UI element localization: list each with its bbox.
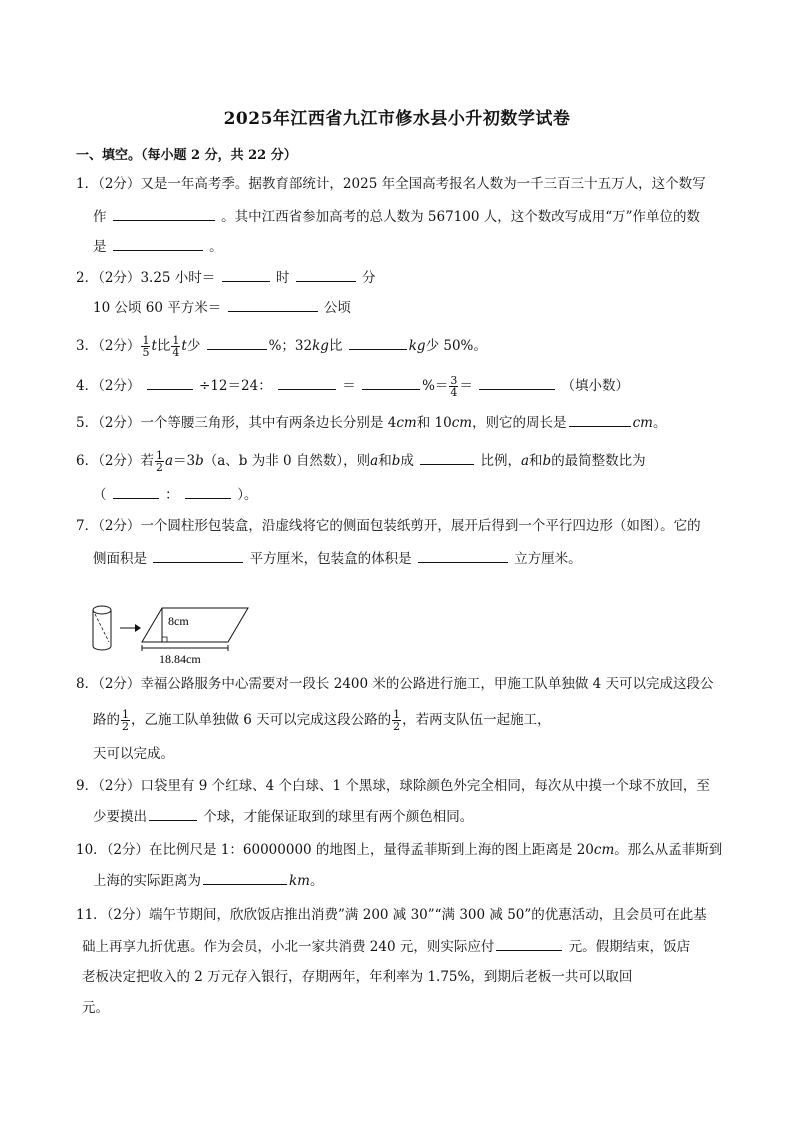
question-text: 立方厘米。 (514, 551, 582, 567)
page-title: 2025年江西省九江市修水县小升初数学试卷 (223, 109, 571, 129)
question-number: 8． (76, 676, 99, 692)
question-11-line-1 (76, 905, 707, 925)
question-text: 。那么从孟菲斯到 (614, 842, 723, 858)
cylinder-parallelogram-figure (90, 602, 290, 670)
question-11-line-3 (82, 967, 632, 987)
answer-blank[interactable] (418, 548, 508, 563)
answer-blank[interactable] (203, 870, 287, 885)
question-text: ）。 (237, 487, 258, 503)
question-4-line-1 (76, 375, 629, 398)
question-text: 幸福公路服务中心需要对一段长 2400 米的公路进行施工，甲施工队单独做 4 天可以完成这段公 (140, 676, 714, 692)
question-text: 老板决定把收入的 2 万元存入银行，存期两年，年利率为 1.75%，到期后老板一共可以取回 (82, 969, 633, 985)
fraction: $\frac{1}{2}$ (122, 708, 129, 733)
unit: km (289, 873, 310, 889)
question-text: ＝ (459, 378, 473, 394)
question-text: ，乙施工队单独做 6 天可以完成这段公路的 (131, 712, 392, 728)
question-1-line-2 (93, 206, 700, 227)
question-number: 3． (76, 338, 99, 354)
question-text: %＝ (422, 378, 449, 394)
answer-blank[interactable] (569, 412, 631, 427)
question-text: 少 50%。 (425, 338, 487, 354)
question-text: 分 (361, 270, 376, 286)
unit: cm (396, 415, 417, 431)
variable: b (195, 453, 204, 469)
question-8-line-1 (76, 674, 714, 694)
question-2-line-2 (93, 297, 351, 318)
question-text: 上海的实际距离为 (93, 873, 201, 889)
fraction: $\frac{3}{4}$ (450, 374, 458, 399)
section-heading: 一、填空。（每小题 2 分，共 22 分） (76, 148, 297, 163)
question-number: 11． (76, 907, 107, 923)
unit: cm (593, 842, 615, 858)
question-text: 。 (309, 873, 324, 889)
variable: a (370, 453, 379, 469)
question-text: 和 (529, 453, 543, 469)
question-text: （填小数） (561, 378, 630, 394)
question-7-line-2 (93, 548, 582, 569)
answer-blank[interactable] (420, 450, 474, 465)
question-number: 2． (76, 270, 99, 286)
unit: cm (632, 415, 653, 431)
question-text: 。 (209, 239, 223, 255)
question-points: （2分） (98, 453, 141, 469)
question-text: 天可以完成。 (93, 746, 174, 762)
question-points: （2分） (98, 778, 141, 794)
question-text: 又是一年高考季。据教育部统计，2025 年全国高考报名人数为一千三百三十五万人，这个数写 (140, 176, 706, 192)
question-text: （a、b 为非 0 自然数），则 (203, 453, 371, 469)
answer-blank[interactable] (113, 206, 215, 221)
question-text: ： (165, 487, 179, 503)
question-text: ，若两支队伍一起施工， (402, 712, 551, 728)
question-text: 比 (156, 338, 171, 354)
question-text: ＝3 (173, 453, 196, 469)
variable: a (520, 453, 530, 469)
question-text: 一个圆柱形包装盒，沿虚线将它的侧面包装纸剪开，展开后得到一个平行四边形（如图）。它的 (140, 518, 701, 534)
question-text: ，则它的周长是 (472, 415, 567, 431)
question-5-line-1 (76, 412, 666, 433)
height-label: 8cm (168, 614, 189, 628)
question-11-line-4 (82, 998, 109, 1018)
question-6-line-1 (76, 450, 646, 473)
question-8-line-3 (93, 744, 174, 764)
fraction: $\frac{1}{5}$ (142, 334, 150, 359)
question-text: 元。 (82, 1000, 109, 1016)
variable: b (391, 453, 401, 469)
question-text: 若 (140, 453, 154, 469)
question-text: 比例， (480, 453, 521, 469)
question-1-line-1 (76, 174, 706, 194)
parallelogram (142, 608, 248, 642)
answer-blank[interactable] (222, 267, 270, 282)
question-text: （ (93, 487, 107, 503)
question-text: 。其中江西省参加高考的总人数为 567100 人，这个数改写成用“万”作单位的数 (221, 209, 701, 225)
question-text: 作 (93, 209, 107, 225)
question-number: 7． (76, 518, 99, 534)
question-text: 侧面积是 (93, 551, 147, 567)
answer-blank[interactable] (113, 236, 203, 251)
question-text: ＝ (342, 378, 356, 394)
question-points: （2分） (98, 176, 141, 192)
answer-blank[interactable] (228, 297, 318, 312)
question-text: 和 (378, 453, 392, 469)
question-points: （2分） (98, 518, 141, 534)
question-text: 一个等腰三角形，其中有两条边长分别是 4 (140, 415, 397, 431)
question-points: （2分） (98, 270, 141, 286)
question-number: 10． (76, 842, 107, 858)
question-points: （2分） (98, 378, 141, 394)
answer-blank[interactable] (296, 267, 356, 282)
question-3-line-1 (76, 335, 487, 358)
unit: cm (451, 415, 473, 431)
figure-svg (90, 602, 290, 666)
question-text: 础上再享九折优惠。作为会员，小北一家共消费 240 元，则实际应付 (82, 939, 495, 955)
unit: kg (408, 338, 426, 354)
question-10-line-2 (93, 870, 323, 891)
variable: a (164, 453, 173, 469)
cut-line (95, 614, 109, 642)
question-text: 比 (328, 338, 343, 354)
question-1-line-3 (93, 236, 223, 257)
question-text: 在比例尺是 1：60000000 的地图上，量得孟菲斯到上海的图上距离是 20 (149, 842, 594, 858)
question-text: %；32 (268, 338, 313, 354)
unit: t (181, 338, 187, 354)
question-text: 公顷 (323, 300, 351, 316)
question-number: 6． (76, 453, 99, 469)
question-number: 5． (76, 415, 99, 431)
cylinder-top (93, 606, 111, 614)
answer-blank[interactable] (362, 375, 420, 390)
question-text: 和 10 (416, 415, 452, 431)
question-text: 少要摸出 (93, 809, 147, 825)
question-9-line-2 (93, 806, 473, 827)
question-points: （2分） (98, 338, 141, 354)
question-text: 少 (186, 338, 201, 354)
answer-blank[interactable] (349, 335, 407, 350)
question-points: （2分） (106, 842, 150, 858)
question-text: ÷12＝24： (199, 378, 272, 394)
fraction: $\frac{1}{2}$ (393, 708, 401, 733)
question-number: 1． (76, 176, 99, 192)
question-text: 路的 (93, 712, 120, 728)
answer-blank[interactable] (147, 375, 193, 390)
question-text: 的最简整数比为 (551, 453, 646, 469)
answer-blank[interactable] (185, 484, 231, 499)
fraction: $\frac{1}{4}$ (172, 334, 180, 359)
answer-blank[interactable] (207, 335, 267, 350)
question-text: 平方厘米，包装盒的体积是 (249, 551, 412, 567)
question-number: 4． (76, 378, 99, 394)
question-text: 。 (652, 415, 667, 431)
question-text: 是 (93, 239, 107, 255)
question-text: 口袋里有 9 个红球、4 个白球、1 个黑球，球除颜色外完全相同，每次从中摸一个球不放回，至 (140, 778, 710, 794)
unit: kg (312, 338, 329, 354)
question-points: （2分） (98, 415, 141, 431)
question-7-line-1 (76, 516, 701, 536)
fraction: $\frac{1}{2}$ (155, 449, 163, 474)
question-number: 9． (76, 778, 99, 794)
question-text: 端午节期间，欣欣饭店推出消费”满 200 减 30”“满 300 减 50”的优惠活动，且会员可在此基 (149, 907, 707, 923)
question-11-line-2 (82, 936, 690, 957)
question-text: 10 公顷 60 平方米＝ (93, 300, 222, 316)
question-9-line-1 (76, 776, 710, 796)
question-6-line-2 (93, 484, 257, 505)
question-8-line-2 (93, 709, 551, 732)
answer-blank[interactable] (496, 936, 562, 951)
answer-blank[interactable] (278, 375, 336, 390)
question-text: 3.25 小时＝ (140, 270, 216, 286)
question-text: 元。假期结束，饭店 (568, 939, 691, 955)
question-text: 时 (275, 270, 290, 286)
answer-blank[interactable] (113, 484, 159, 499)
unit: t (151, 338, 157, 354)
answer-blank[interactable] (479, 375, 555, 390)
question-text: 个球，才能保证取到的球里有两个颜色相同。 (203, 809, 474, 825)
width-label: 18.84cm (159, 652, 201, 666)
question-10-line-1 (76, 840, 722, 860)
question-points: （2分） (106, 907, 150, 923)
answer-blank[interactable] (149, 806, 197, 821)
question-points: （2分） (98, 676, 141, 692)
answer-blank[interactable] (153, 548, 243, 563)
question-2-line-1 (76, 267, 375, 288)
variable: b (542, 453, 552, 469)
question-text: 成 (400, 453, 414, 469)
